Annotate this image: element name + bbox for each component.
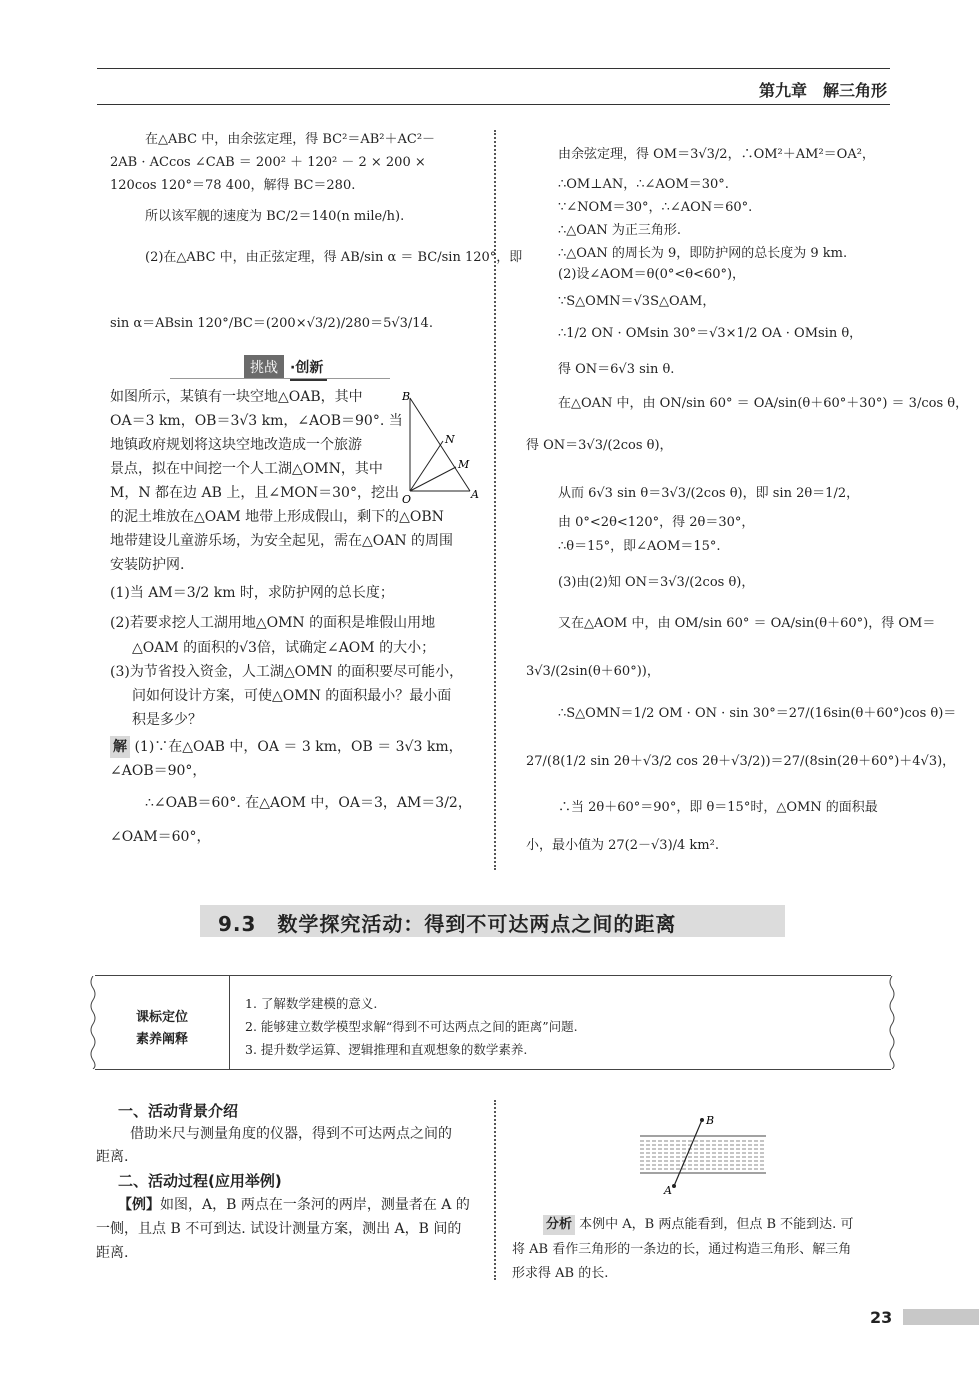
question-2a: (2)若要求挖人工湖用地△OMN 的面积是堆假山用地 [110, 615, 436, 631]
problem-line-2: OA＝3 km，OB＝3√3 km，∠AOB＝90°. 当 [110, 413, 403, 429]
bg-line-2: 距离. [96, 1149, 129, 1165]
right-line-8: ∴1/2 ON · OMsin 30°＝√3×1/2 OA · OMsin θ， [558, 326, 863, 341]
right-line-20: ∴当 2θ＋60°＝90°，即 θ＝15°时，△OMN 的面积最 [558, 800, 878, 815]
left-line-6: sin α＝ABsin 120°/BC＝(200×√3/2)/280＝5√3/14. [110, 316, 433, 331]
bg-line-1: 借助米尺与测量角度的仪器，得到不可达两点之间的 [130, 1126, 452, 1142]
question-3a: (3)为节省投入资金，人工湖△OMN 的面积要尽可能小， [110, 664, 464, 680]
innovation-tag: ·创新 [290, 355, 327, 381]
analysis-text-1: 本例中 A，B 两点能看到，但点 B 不能到达. 可 [579, 1217, 854, 1232]
section-title: 9.3 数学探究活动：得到不可达两点之间的距离 [218, 912, 677, 936]
column-divider-top [494, 130, 496, 870]
example-line-1 [118, 1194, 470, 1216]
curriculum-box [95, 975, 891, 1070]
right-line-13: 由 0°<2θ<120°，得 2θ＝30°， [558, 515, 755, 530]
river-label-B: B [706, 1114, 715, 1127]
right-line-4: ∴△OAN 为正三角形. [558, 223, 681, 238]
problem-line-3: 地镇政府规划将这块空地改造成一个旅游 [110, 437, 362, 453]
right-line-14: ∴θ＝15°，即∠AOM＝15°. [558, 539, 721, 554]
left-line-2: 2AB · ACcos ∠CAB ＝ 200² ＋ 120² － 2 × 200 × [110, 155, 426, 170]
problem-line-4: 景点，拟在中间挖一个人工湖△OMN，其中 [110, 461, 383, 477]
fig-label-B: B [402, 390, 411, 403]
river-label-A: A [664, 1184, 672, 1197]
right-line-2: ∴OM⊥AN，∴∠AOM＝30°. [558, 177, 729, 192]
example-tag: 【例】 [118, 1197, 160, 1213]
box-label-cell [95, 976, 230, 1069]
example-line-2: 一侧，且点 B 不可到达. 试设计测量方案，测出 A，B 间的 [96, 1221, 462, 1237]
question-1: (1)当 AM＝3/2 km 时，求防护网的总长度； [110, 585, 394, 601]
fig-label-N: N [445, 433, 455, 446]
box-item-2: 2. 能够建立数学模型求解“得到不可达两点之间的距离”问题. [245, 1019, 578, 1034]
problem-line-8: 安装防护网. [110, 557, 185, 573]
right-line-12: 从而 6√3 sin θ＝3√3/(2cos θ)，即 sin 2θ＝1/2， [558, 486, 860, 501]
triangle-figure [398, 388, 488, 506]
solution-line-3: ∴∠OAB＝60°. 在△AOM 中，OA＝3，AM＝3/2， [145, 795, 472, 811]
header-bottom-rule [97, 104, 890, 105]
challenge-tag: 挑战 [244, 355, 284, 379]
right-line-7: ∵S△OMN＝√3S△OAM， [558, 294, 716, 309]
question-2b: △OAM 的面积的√3倍，试确定∠AOM 的大小； [132, 640, 436, 656]
right-line-10: 在△OAN 中，由 ON/sin 60° ＝ OA/sin(θ＋60°＋30°) ＝ 3/cos θ， [558, 396, 969, 411]
box-label-2: 素养阐释 [135, 1032, 188, 1047]
solution-line-4: ∠OAM＝60°， [110, 829, 211, 845]
left-line-3: 120cos 120°＝78 400，解得 BC＝280. [110, 178, 356, 193]
right-line-17: 3√3/(2sin(θ＋60°))， [526, 664, 660, 679]
right-line-18: ∴S△OMN＝1/2 OM · ON · sin 30°＝27/(16sin(θ＋60°)cos θ)＝ [558, 706, 957, 721]
box-item-1: 1. 了解数学建模的意义. [245, 996, 378, 1011]
question-3b: 问如何设计方案，可使△OMN 的面积最小？最小面 [132, 688, 452, 704]
header-top-rule [97, 68, 890, 69]
solution-tag: 解 [110, 736, 130, 758]
column-divider-bottom [494, 1100, 496, 1280]
fig-label-M: M [458, 458, 470, 471]
heading-background: 一、活动背景介绍 [118, 1102, 239, 1120]
analysis-line-1 [543, 1215, 853, 1235]
right-line-9: 得 ON＝6√3 sin θ. [558, 362, 675, 377]
page-number: 23 [870, 1308, 893, 1327]
right-line-5: ∴△OAN 的周长为 9，即防护网的总长度为 9 km. [558, 246, 848, 261]
box-right-wave [888, 976, 896, 1069]
right-line-3: ∵∠NOM＝30°，∴∠AON＝60°. [558, 200, 753, 215]
box-label-1: 课标定位 [135, 1010, 188, 1025]
example-line-3: 距离. [96, 1245, 129, 1261]
left-line-5: (2)在△ABC 中，由正弦定理，得 AB/sin α ＝ BC/sin 120°，即 [145, 250, 523, 265]
analysis-tag: 分析 [543, 1215, 575, 1235]
section-title-bar [200, 905, 785, 937]
problem-line-1: 如图所示，某镇有一块空地△OAB，其中 [110, 389, 363, 405]
analysis-line-2: 将 AB 看作三角形的一条边的长，通过构造三角形、解三角 [512, 1242, 852, 1257]
analysis-line-3: 形求得 AB 的长. [512, 1266, 609, 1281]
challenge-rule [170, 378, 390, 379]
fig-label-O: O [402, 493, 412, 506]
left-line-4: 所以该军舰的速度为 BC/2＝140(n mile/h). [145, 209, 405, 224]
right-line-19: 27/(8(1/2 sin 2θ＋√3/2 cos 2θ＋√3/2))＝27/(8sin(2θ＋60°)＋4√3)， [526, 754, 956, 769]
box-item-3: 3. 提升数学运算、逻辑推理和直观想象的数学素养. [245, 1042, 528, 1057]
solution-text-1: (1)∵在△OAB 中，OA ＝ 3 km，OB ＝ 3√3 km， [134, 739, 463, 755]
right-line-15: (3)由(2)知 ON＝3√3/(2cos θ)， [558, 575, 755, 590]
river-figure [636, 1110, 771, 1200]
right-line-11: 得 ON＝3√3/(2cos θ)， [526, 438, 673, 453]
right-line-6: (2)设∠AOM＝θ(0°<θ<60°)， [558, 267, 746, 282]
heading-process: 二、活动过程(应用举例) [118, 1172, 282, 1190]
right-line-16: 又在△AOM 中，由 OM/sin 60° ＝ OA/sin(θ＋60°)，得 OM＝ [558, 616, 936, 631]
example-text-1: 如图，A，B 两点在一条河的两岸，测量者在 A 的 [160, 1197, 470, 1213]
left-line-1: 在△ABC 中，由余弦定理，得 BC²＝AB²＋AC²－ [145, 132, 436, 147]
question-3c: 积是多少？ [132, 712, 202, 728]
solution-line-1 [110, 736, 463, 758]
right-line-1: 由余弦定理，得 OM＝3√3/2，∴OM²＋AM²＝OA²， [558, 147, 875, 162]
right-line-21: 小，最小值为 27(2－√3)/4 km². [526, 838, 719, 853]
solution-line-2: ∠AOB＝90°， [110, 763, 207, 779]
problem-line-7: 地带建设儿童游乐场，为安全起见，需在△OAN 的周围 [110, 533, 454, 549]
problem-line-5: M，N 都在边 AB 上，且∠MON＝30°，挖出 [110, 485, 399, 501]
chapter-title: 第九章 解三角形 [758, 81, 887, 100]
fig-label-A: A [471, 488, 479, 501]
page-number-bar [903, 1309, 979, 1325]
problem-line-6: 的泥土堆放在△OAM 地带上形成假山，剩下的△OBN [110, 509, 444, 525]
